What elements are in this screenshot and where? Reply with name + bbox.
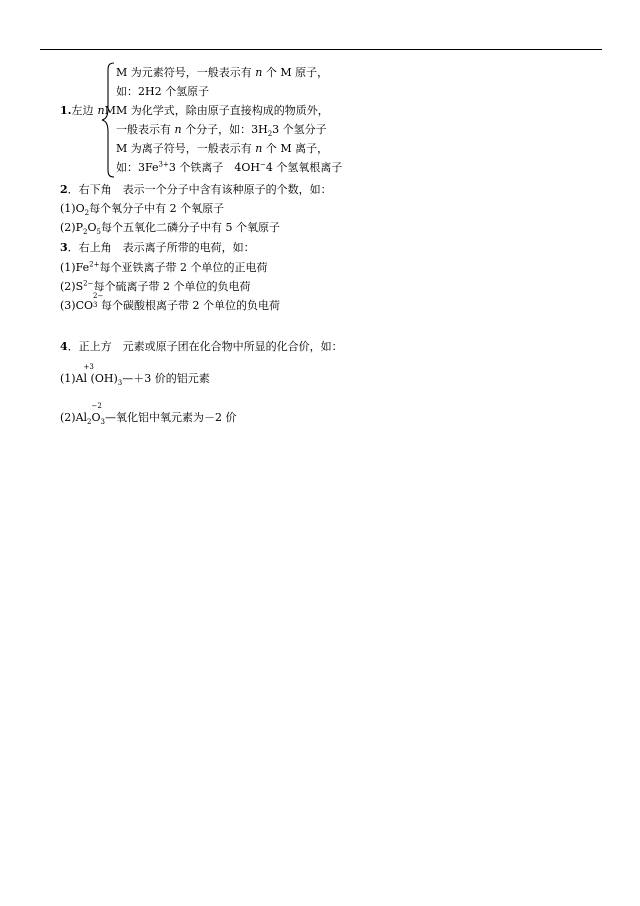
left-brace-icon bbox=[100, 62, 116, 178]
section1-left-var: n bbox=[97, 104, 105, 117]
valence-mark: +3 bbox=[83, 363, 94, 371]
section4-ex2: $(2)Al_2$ −2 $O_3—$氧化铝中氧元素为－2 价 bbox=[60, 402, 237, 427]
s1-line-4: 一般表示有 n 个分子，如：$3H_23$ 个氢分子 bbox=[116, 123, 327, 139]
section4-num: 4 bbox=[60, 340, 68, 353]
section3-ex2: $(2)S^{2-}$每个硫离子带 2 个单位的负电荷 bbox=[60, 279, 251, 293]
s1-line-3: M 为化学式，除由原子直接构成的物质外， bbox=[116, 104, 329, 117]
header-rule bbox=[40, 49, 602, 50]
s1-line-6: 如：$3Fe^{3+}3$ 个铁离子 4OH−4 个氢氧根离子 bbox=[116, 160, 343, 174]
section3-head: 3．右上角 表示离子所带的电荷，如： bbox=[60, 241, 255, 254]
section3-num: 3 bbox=[60, 241, 68, 254]
section2-num: 2 bbox=[60, 183, 68, 196]
section1-left-m: M bbox=[104, 104, 116, 117]
section2-ex1: $(1)O_2$每个氧分子中有 2 个氧原子 bbox=[60, 202, 225, 218]
section4-ex1: (1)A +3 l $(OH)_3—+3$ 价的铝元素 bbox=[60, 363, 210, 388]
section1-label: 1. bbox=[60, 104, 72, 117]
section4-head: 4．正上方 元素或原子团在化合物中所显的化合价，如： bbox=[60, 340, 343, 353]
section3-ex1: $(1)Fe^{2+}$每个亚铁离子带 2 个单位的正电荷 bbox=[60, 260, 268, 274]
s1-line-2: 如：2H2 个氢原子 bbox=[116, 85, 210, 98]
section2-ex2: $(2)P_2O_5$每个五氧化二磷分子中有 5 个氧原子 bbox=[60, 221, 280, 237]
valence-mark: −2 bbox=[91, 402, 102, 410]
section3-ex3: (3)CO 2− 3 每个碳酸根离子带 2 个单位的负电荷 bbox=[60, 292, 281, 312]
s1-line-1: M 为元素符号，一般表示有 n 个 M 原子， bbox=[116, 66, 329, 79]
section2-head: 2．右下角 表示一个分子中含有该种原子的个数，如： bbox=[60, 183, 332, 196]
section1-left-text: 左边 bbox=[71, 104, 94, 117]
s1-line-5: M 为离子符号，一般表示有 n 个 M 离子， bbox=[116, 142, 329, 155]
